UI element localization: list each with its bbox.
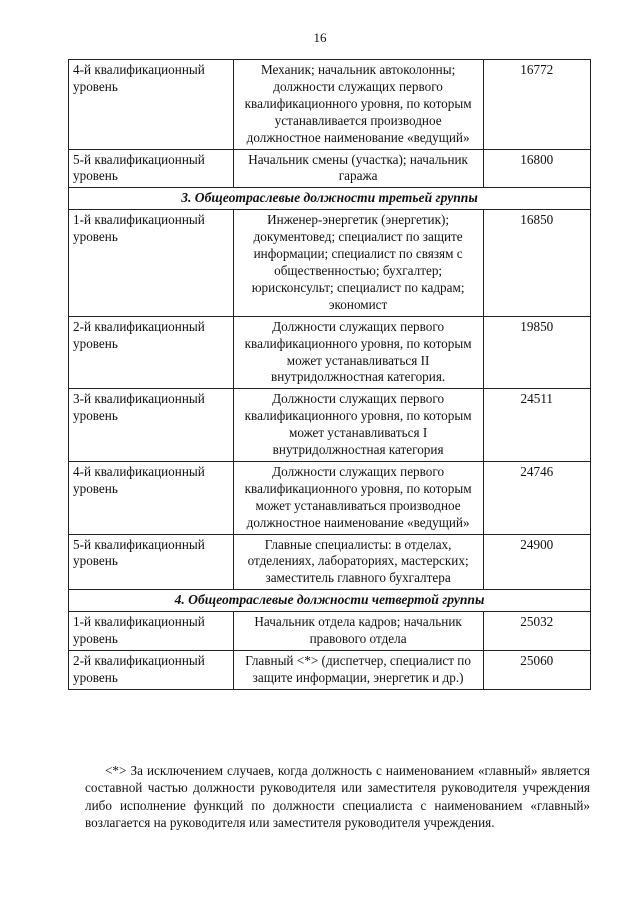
positions-list: Главный <*> (диспетчер, специалист по защите информации, энергетик и др.) bbox=[233, 651, 483, 690]
positions-list: Должности служащих первого квалификационного уровня, по которым может устанавливаться I внутридолжностная категория bbox=[233, 389, 483, 462]
table-row bbox=[69, 149, 591, 188]
table-row bbox=[69, 210, 591, 316]
table-row bbox=[69, 651, 591, 690]
salary-value: 16850 bbox=[483, 210, 590, 316]
positions-list: Механик; начальник автоколонны; должности служащих первого квалификационного уровня, по которым устанавливается производное должностное наименование «ведущий» bbox=[233, 60, 483, 150]
group-heading-third: 3. Общеотраслевые должности третьей группы bbox=[69, 188, 591, 210]
qualification-level: 5-й квалификационный уровень bbox=[69, 534, 234, 590]
positions-list: Должности служащих первого квалификационного уровня, по которым может устанавливаться производное должностное наименование «ведущий» bbox=[233, 461, 483, 534]
positions-list: Инженер-энергетик (энергетик); документовед; специалист по защите информации; специалист по связям с общественностью; бухгалтер; юрисконсульт; специалист по кадрам; экономист bbox=[233, 210, 483, 316]
table-row bbox=[69, 389, 591, 462]
page-number: 16 bbox=[313, 30, 327, 45]
salary-value: 19850 bbox=[483, 316, 590, 389]
table-row bbox=[69, 461, 591, 534]
salary-value: 16772 bbox=[483, 60, 590, 150]
qualification-level: 5-й квалификационный уровень bbox=[69, 149, 234, 188]
salary-value: 24511 bbox=[483, 389, 590, 462]
salary-value: 25060 bbox=[483, 651, 590, 690]
footnote-text: <*> За исключением случаев, когда должность с наименованием «главный» является составной частью должности руководителя или заместителя руководителя учреждения либо исполнение функций по должности специалиста с наименованием «главный» возлагается на руководителя или заместителя руководителя учреждения. bbox=[85, 763, 590, 830]
footnote bbox=[85, 762, 590, 831]
qualification-level: 1-й квалификационный уровень bbox=[69, 210, 234, 316]
salary-value: 16800 bbox=[483, 149, 590, 188]
table-row bbox=[69, 60, 591, 150]
positions-list: Главные специалисты: в отделах, отделениях, лабораториях, мастерских; заместитель главного бухгалтера bbox=[233, 534, 483, 590]
group-heading-row bbox=[69, 188, 591, 210]
qualification-level: 4-й квалификационный уровень bbox=[69, 60, 234, 150]
positions-list: Должности служащих первого квалификационного уровня, по которым может устанавливаться II внутридолжностная категория. bbox=[233, 316, 483, 389]
table-row bbox=[69, 534, 591, 590]
qualification-level: 4-й квалификационный уровень bbox=[69, 461, 234, 534]
group-heading-fourth: 4. Общеотраслевые должности четвертой группы bbox=[69, 590, 591, 612]
qualification-level: 2-й квалификационный уровень bbox=[69, 316, 234, 389]
salary-table bbox=[68, 59, 591, 690]
qualification-level: 1-й квалификационный уровень bbox=[69, 612, 234, 651]
positions-list: Начальник смены (участка); начальник гаража bbox=[233, 149, 483, 188]
table-row bbox=[69, 612, 591, 651]
salary-value: 24746 bbox=[483, 461, 590, 534]
salary-value: 24900 bbox=[483, 534, 590, 590]
qualification-level: 3-й квалификационный уровень bbox=[69, 389, 234, 462]
qualification-level: 2-й квалификационный уровень bbox=[69, 651, 234, 690]
positions-list: Начальник отдела кадров; начальник правового отдела bbox=[233, 612, 483, 651]
group-heading-row bbox=[69, 590, 591, 612]
salary-value: 25032 bbox=[483, 612, 590, 651]
table-row bbox=[69, 316, 591, 389]
